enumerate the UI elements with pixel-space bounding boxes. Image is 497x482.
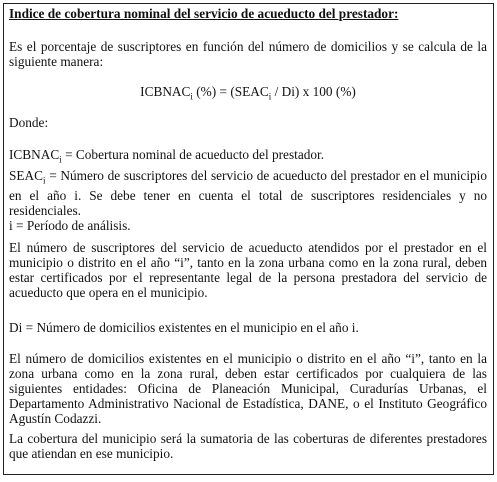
seac-text: = Número de suscriptores del servicio de acueducto del prestador en el municipio en el año i. Se debe tener en cuenta el total de suscriptores residenciales y no residenciales. [9, 167, 487, 219]
section-title: Indice de cobertura nominal del servicio de acueducto del prestador: [9, 6, 399, 21]
seac-definition [9, 168, 487, 219]
donde-label: Donde: [9, 115, 49, 130]
icbnac-term: ICBNAC [9, 147, 60, 162]
formula-rhs-end: / Di) x 100 (%) [271, 84, 356, 99]
icbnac-subscript: i [59, 154, 62, 165]
domicilios-paragraph: El número de domicilios existentes en el municipio o distrito en el año “i”, tanto en la zona urbana como en la zona rural, deben estar certificados por cualquiera de las siguientes entidades: Oficina de Planeación Municipal, Curadurías Urbanas, el Departamento Administrativo Nacional de Estadística, DANE, o el Instituto Geográfico Agustín Codazzi. [9, 351, 487, 426]
formula-lhs-subscript: i [190, 91, 193, 102]
coverage-paragraph: La cobertura del municipio será la sumatoria de las coberturas de diferentes prestadores que atiendan en ese municipio. [9, 431, 487, 461]
period-definition: i = Período de análisis. [9, 218, 131, 234]
formula-rhs-start: (%) = (SEAC [192, 84, 269, 99]
icbnac-text: = Cobertura nominal de acueducto del prestador. [61, 147, 325, 162]
icbnac-definition [9, 147, 487, 168]
formula-lhs: ICBNAC [140, 84, 191, 99]
formula-rhs-subscript: i [268, 91, 272, 102]
definitions-block [9, 147, 487, 233]
intro-paragraph: Es el porcentaje de suscriptores en función del número de domicilios y se calcula de la siguiente manera: [9, 39, 487, 69]
seac-subscript: i [43, 175, 46, 186]
di-definition: Di = Número de domicilios existentes en el municipio en el año i. [9, 320, 359, 335]
formula [9, 84, 487, 105]
seac-term: SEAC [9, 167, 43, 183]
certification-paragraph: El número de suscriptores del servicio de acueducto atendidos por el prestador en el municipio o distrito en el año “i”, tanto en la zona urbana como en la zona rural, deben estar certificados por el representante legal de la persona prestadora del servicio de acueducto que opera en el municipio. [9, 240, 487, 300]
